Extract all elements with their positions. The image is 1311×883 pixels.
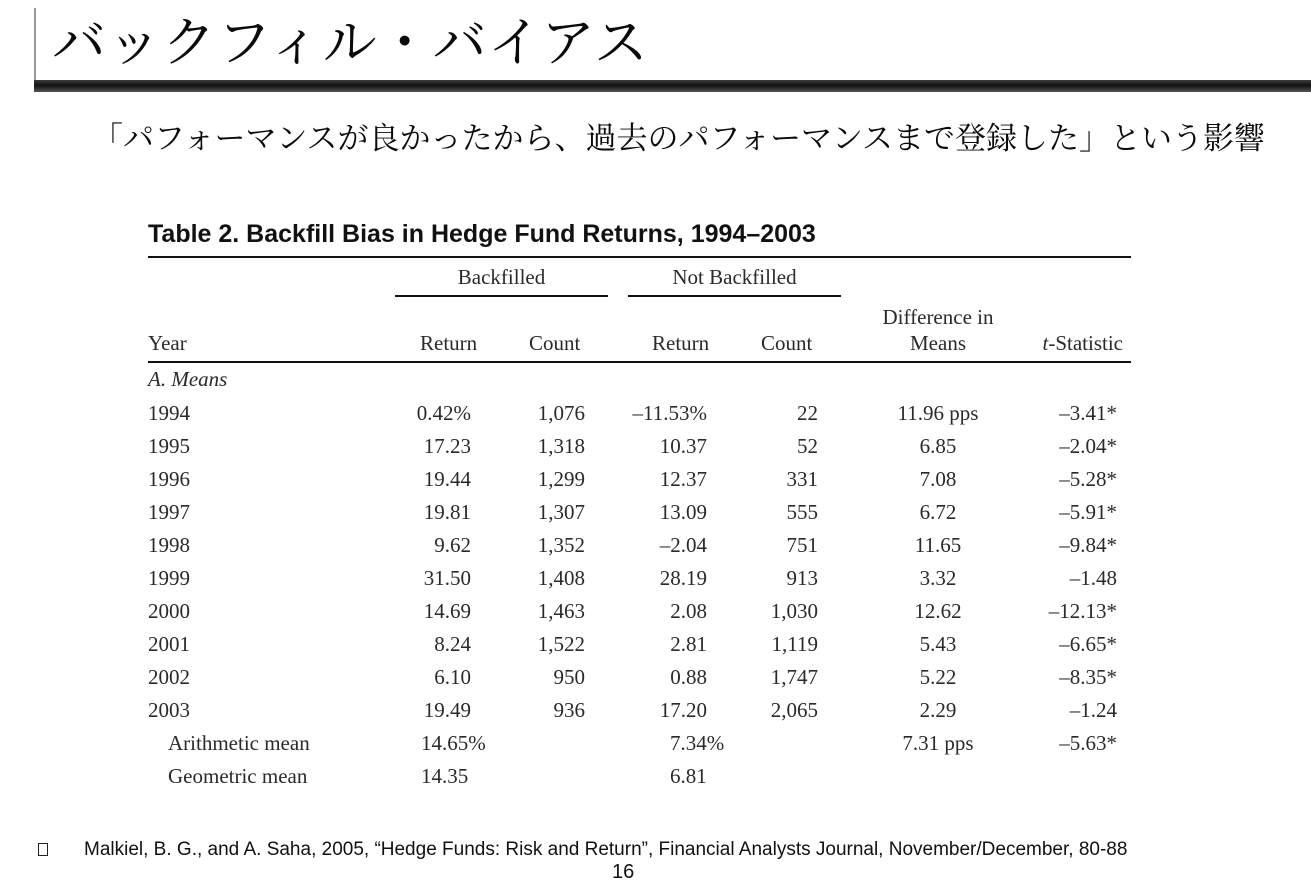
- cell-backfilled-count: 1,307: [537, 500, 585, 524]
- group-label-not-backfilled: Not Backfilled: [672, 265, 797, 289]
- cell-difference: 5.22: [919, 665, 957, 689]
- table-row: [148, 430, 1131, 463]
- cell-backfilled-count: 1,318: [537, 434, 585, 458]
- cell-summary-label: Arithmetic mean: [168, 731, 310, 755]
- table-caption: Table 2. Backfill Bias in Hedge Fund Returns, 1994–2003: [148, 220, 816, 248]
- cell-not-backfilled-count: 751: [786, 533, 818, 557]
- header-difference-line1: Difference in: [882, 305, 994, 329]
- cell-difference: 3.32: [919, 566, 957, 590]
- cell-backfilled-count: 950: [553, 665, 585, 689]
- cell-backfilled-return: 9.62: [434, 533, 471, 557]
- header-backfilled-return: Return: [420, 331, 478, 355]
- cell-not-backfilled-return: 0.88: [670, 665, 707, 689]
- cell-t-statistic: –5.28*: [1059, 467, 1117, 491]
- header-backfilled-count: Count: [529, 331, 581, 355]
- cell-not-backfilled-count: 555: [786, 500, 818, 524]
- cell-difference: 12.62: [914, 599, 962, 623]
- cell-not-backfilled-count: 1,747: [770, 665, 818, 689]
- section-label: A. Means: [148, 367, 228, 391]
- header-not-backfilled-count: Count: [761, 331, 813, 355]
- cell-not-backfilled-return: –2.04: [659, 533, 707, 557]
- slide-title: バックフィル・バイアス: [52, 11, 649, 74]
- cell-not-backfilled-count: 1,030: [770, 599, 818, 623]
- cell-difference: 5.43: [919, 632, 957, 656]
- cell-t-statistic: –1.24: [1069, 698, 1117, 722]
- cell-summary-label: Geometric mean: [168, 764, 308, 788]
- cell-year: 2003: [148, 698, 190, 722]
- cell-year: 2002: [148, 665, 190, 689]
- cell-summary-not-backfilled-return: 7.34%: [670, 731, 725, 755]
- table-body: [148, 397, 1131, 793]
- cell-year: 1996: [148, 467, 190, 491]
- summary-row: [148, 727, 1131, 760]
- cell-year: 1997: [148, 500, 190, 524]
- cell-backfilled-return: 31.50: [423, 566, 471, 590]
- cell-backfilled-return: 8.24: [434, 632, 471, 656]
- table-row: [148, 562, 1131, 595]
- cell-summary-t-statistic: –5.63*: [1059, 731, 1117, 755]
- group-label-backfilled: Backfilled: [457, 265, 546, 289]
- cell-not-backfilled-return: 13.09: [659, 500, 707, 524]
- cell-t-statistic: –1.48: [1069, 566, 1117, 590]
- cell-t-statistic: –5.91*: [1059, 500, 1117, 524]
- table-row: [148, 496, 1131, 529]
- cell-not-backfilled-count: 52: [797, 434, 818, 458]
- cell-backfilled-return: 14.69: [423, 599, 471, 623]
- cell-difference: 6.72: [919, 500, 957, 524]
- slide-title-bar: [0, 0, 1311, 98]
- cell-t-statistic: –3.41*: [1059, 401, 1117, 425]
- slide-subtitle: 「パフォーマンスが良かったから、過去のパフォーマンスまで登録した」という影響: [92, 121, 1266, 157]
- summary-row: [148, 760, 1131, 793]
- cell-year: 1994: [148, 401, 190, 425]
- cell-difference: 2.29: [919, 698, 957, 722]
- cell-not-backfilled-return: 10.37: [659, 434, 707, 458]
- header-difference-line2: Means: [910, 331, 966, 355]
- cell-difference: 6.85: [919, 434, 957, 458]
- cell-t-statistic: –9.84*: [1059, 533, 1117, 557]
- cell-backfilled-return: 19.81: [423, 500, 471, 524]
- cell-t-statistic: –12.13*: [1048, 599, 1117, 623]
- cell-not-backfilled-return: 2.81: [670, 632, 707, 656]
- backfill-bias-table: [148, 218, 1131, 793]
- table-row: [148, 397, 1131, 430]
- table-row: [148, 529, 1131, 562]
- cell-difference: 7.08: [919, 467, 957, 491]
- cell-backfilled-return: 0.42%: [416, 401, 471, 425]
- table-row: [148, 694, 1131, 727]
- cell-summary-backfilled-return: 14.65%: [421, 731, 486, 755]
- cell-year: 2001: [148, 632, 190, 656]
- cell-not-backfilled-count: 1,119: [771, 632, 818, 656]
- cell-t-statistic: –6.65*: [1059, 632, 1117, 656]
- cell-backfilled-count: 1,076: [537, 401, 585, 425]
- table-row: [148, 463, 1131, 496]
- column-header-row: [148, 296, 1131, 361]
- title-accent-line: [34, 8, 36, 80]
- cell-year: 2000: [148, 599, 190, 623]
- cell-backfilled-count: 1,408: [537, 566, 585, 590]
- section-label-row: [148, 363, 1131, 397]
- cell-backfilled-count: 1,522: [537, 632, 585, 656]
- page-number: 16: [612, 861, 635, 883]
- cell-summary-not-backfilled-return: 6.81: [670, 764, 707, 788]
- cell-difference: 11.96 pps: [897, 401, 979, 425]
- table-row: [148, 661, 1131, 694]
- cell-not-backfilled-count: 2,065: [770, 698, 818, 722]
- reference-note: [38, 838, 1127, 862]
- cell-year: 1998: [148, 533, 190, 557]
- column-group-header: [148, 258, 1131, 296]
- header-t-statistic: t-Statistic: [1042, 331, 1123, 355]
- cell-not-backfilled-return: 28.19: [659, 566, 707, 590]
- cell-backfilled-count: 1,299: [537, 467, 585, 491]
- cell-backfilled-return: 19.44: [423, 467, 471, 491]
- cell-t-statistic: –8.35*: [1059, 665, 1117, 689]
- cell-backfilled-return: 17.23: [423, 434, 471, 458]
- table-row: [148, 595, 1131, 628]
- cell-backfilled-return: 6.10: [434, 665, 471, 689]
- cell-backfilled-count: 936: [553, 698, 585, 722]
- cell-backfilled-count: 1,352: [537, 533, 585, 557]
- cell-summary-backfilled-return: 14.35: [421, 764, 469, 788]
- cell-not-backfilled-return: 17.20: [659, 698, 707, 722]
- cell-difference: 11.65: [914, 533, 962, 557]
- header-not-backfilled-return: Return: [652, 331, 710, 355]
- cell-not-backfilled-count: 913: [786, 566, 818, 590]
- cell-not-backfilled-count: 22: [797, 401, 818, 425]
- header-year: Year: [148, 331, 187, 355]
- cell-summary-difference: 7.31 pps: [902, 731, 974, 755]
- cell-not-backfilled-count: 331: [786, 467, 818, 491]
- cell-backfilled-count: 1,463: [537, 599, 585, 623]
- cell-backfilled-return: 19.49: [423, 698, 471, 722]
- cell-not-backfilled-return: –11.53%: [632, 401, 707, 425]
- table-row: [148, 628, 1131, 661]
- bullet-box-icon: [38, 843, 48, 856]
- reference-text: Malkiel, B. G., and A. Saha, 2005, “Hedge Funds: Risk and Return”, Financial Analysts Journal, November/December, 80-88: [84, 839, 1128, 860]
- cell-year: 1995: [148, 434, 190, 458]
- title-underline-rule: [34, 80, 1311, 92]
- cell-not-backfilled-return: 12.37: [659, 467, 707, 491]
- cell-t-statistic: –2.04*: [1059, 434, 1117, 458]
- cell-year: 1999: [148, 566, 190, 590]
- cell-not-backfilled-return: 2.08: [670, 599, 707, 623]
